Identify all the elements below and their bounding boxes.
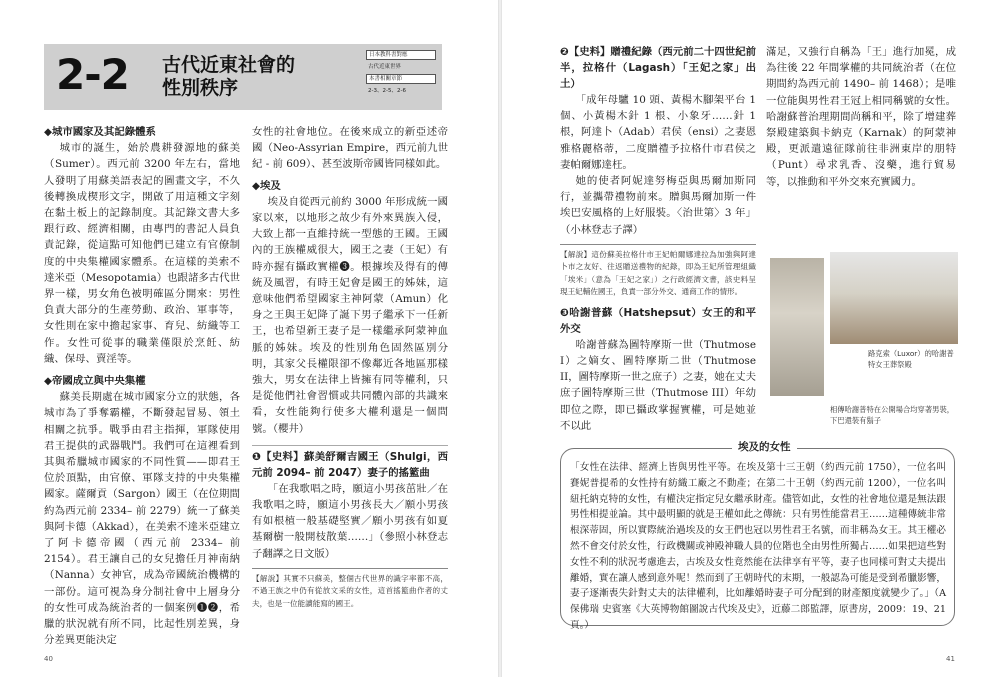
source-1-title: ❶【史料】蘇美舒爾吉國王（Shulgi，西元前 2094– 前 2047）妻子的搖籃曲 xyxy=(252,445,448,481)
section-heading-egypt: ◆埃及 xyxy=(252,179,281,192)
luxor-temple-image xyxy=(830,252,958,344)
source-2-text: 「成年母驢 10 頭、黃楊木腳架平台 1 個、小黃楊木針 1 根、小象牙……針 1 根，阿達卜（Adab）君侯（ensi）之妻恩雅格麗格蒂，二度贈禮予拉格什市君侯之妻帕爾娜達枉。 xyxy=(560,94,756,171)
paragraph-hatshepsut: 滿足，又強行自稱為「王」進行加冕，成為往後 22 年間掌權的共同統治者（在位期間約為西元前 1490– 前 1468）；是唯一位能與男性君王冠上相同稱號的女性。哈謝蘇普治理期間尚稱和平，除了增建葬祭殿建築與卡納克（Karnak）的阿蒙神殿，更派遣遠征隊前往非洲東岸的朋特（Punt）尋求乳香、沒藥，進行貿易等，以推動和平外交來充實國力。 xyxy=(766,46,956,188)
caption-temple: 路克索（Luxor）的哈謝普特女王葬祭殿 xyxy=(868,349,954,369)
caption-statue: 相傳哈謝普特在公開場合均穿著男裝，下巴還裝有鬍子 xyxy=(830,405,955,425)
curriculum-tags xyxy=(366,50,436,98)
hatshepsut-statue-image xyxy=(770,258,824,396)
chapter-title-line2: 性別秩序 xyxy=(162,77,239,99)
left-page xyxy=(0,0,498,677)
tag-sections: 2-3、2-5、2-6 xyxy=(368,88,406,94)
right-column-1 xyxy=(560,44,756,434)
paragraph-egypt: 埃及自從西元前約 3000 年形成統一國家以來，以地形之故少有外來異族入侵，大致上都一直維持統一型態的王國。王國內的王族權威很大，國王之妻（王妃）有時亦握有攝政實權❸。根據埃及得有的傳統及風習，有時王妃會是國王的姊妹，這意味他們希望國家主神阿蒙（Amun）化身之王與王妃降了誕下男子繼承下一任新王，也希望新王妻子是一樣繼承阿蒙神血脈的姊妹。埃及的性別角色固然區別分明，其家父長權限卻不像鄰近各地區那樣強大，男女在法律上皆擁有同等權利，只是從他們社會習慣或共同體內部的共識來看，女性能夠行使多大權利還是一個問號。（櫻井） xyxy=(252,195,448,435)
page-number-left: 40 xyxy=(44,655,53,663)
source-2-text-2: 她的使者阿妮達努梅亞與馬爾加斯同行，並攜帶禮物前來。贈與馬爾加斯一件埃巴安風格的上好服裝。〈治世第〉3 年」（小林登志子譯） xyxy=(560,175,756,236)
section-heading-city-states: ◆城市國家及其記錄體系 xyxy=(44,126,156,138)
source-3-text: 哈謝普蘇為圖特摩斯一世（Thutmose I）之嫡女、圖特摩斯二世（Thutmose II，圖特摩斯一世之庶子）之妻，她在丈夫庶子圖特摩斯三世（Thutmose III）年幼即位之際，即已攝政掌握實權，可是她並不以此 xyxy=(560,338,756,432)
paragraph-empire: 蘇美長期處在城市國家分立的狀態，各城市為了爭奪霸權，不斷發起冒易、領土相關之抗爭。戰爭由君主指揮，軍隊使用君王提供的武器戰鬥。我們可在這裡看到其與希臘城市國家的不同性質——即君王位於頂點，由官僚、軍隊支持的中央集權國家。薩爾貢（Sargon）國王（在位期間約為西元前 2334– 前 2279）統一了蘇美與阿卡德（Akkad），在美索不達米亞建立了阿卡德帝國（西元前 2334– 前 2154）。君王讓自己的女兒擔任月神南納（Nanna）女神官，成為帝國統治機構的一部份。這可視為身分制社會中上層身分的女性可成為統治者的一個案例❶❷，希臘的狀況就有所不同，比起性別差異，身分差異更能決定 xyxy=(44,391,240,647)
sidebar-box-title: 埃及的女性 xyxy=(732,439,797,454)
section-heading-empire: ◆帝國成立與中央集權 xyxy=(44,375,146,388)
right-column-2 xyxy=(766,44,956,190)
left-column-1 xyxy=(44,124,240,649)
paragraph-city-states: 城市的誕生，始於農耕發源地的蘇美（Sumer）。西元前 3200 年左右，當地人發明了用蘇美語表記的圖畫文字，不久後轉換成楔形文字，開啟了用這種文字刻在黏土板上的記錄制度。其記錄文書大多跟行政、經濟相關，由專門的書記人員負責記錄，從這點可知他們已建立有官僚制度的中央集權國家體系。在這樣的美索不達米亞（Mesopotamia）也跟諸多古代世界一樣，男女角色被明確區分開來：男性負責大部分的生產勞動、政治、軍事等，女性則在家中擔起家事、育兒、紡織等工作。女性可從事的職業僅限於烹飪、紡織、保母、賣淫等。 xyxy=(44,142,240,365)
page-number-right: 41 xyxy=(946,655,955,663)
chapter-header xyxy=(44,44,442,110)
note-1: 【解說】其實不只蘇美，整個古代世界的識字率都不高，不過王族之中仍有從放文采的女性，這首搖籃曲作者的丈夫，也是一位能讀能寫的國王。 xyxy=(252,568,448,611)
chapter-title xyxy=(162,54,295,100)
chapter-number: 2-2 xyxy=(56,50,129,99)
tag-topic: 古代近東世界 xyxy=(368,64,402,70)
paragraph-continued: 女性的社會地位。在後來成立的新亞述帝國（Neo-Assyrian Empire，西元前九世紀 - 前 609）、甚至波斯帝國皆同樣如此。 xyxy=(252,126,448,171)
tag-textbook: 日本教科書對應 xyxy=(366,50,436,60)
sidebar-box-text: 「女性在法律、經濟上皆與男性平等。在埃及第十三王朝（約西元前 1750），一位名叫賽妮普提希的女性持有紡織工廠之不動產；在第二十王朝（約西元前 1200），一位名叫紐托納克特的女性，有權決定指定兒女繼承財產。儘管如此，女性的社會地位還是無法跟男性相提並論。其中最明顯的就是王權如此之傳統：只有男性能當君王……這種傳統非常根深蒂固，所以實際統治過埃及的女王們也冠以男性君王名號，而非稱為女王。其王權必然不會交付於女性，行政機關或神殿神職人員的位階也全由男性所獨占……如果把這些對女性不利的狀況考慮進去，古埃及女性竟然能在法律享有平等，妻子也同樣可對丈夫提出離婚，實在讓人感到意外呢！然而到了王朝時代的末期，一般認為可能是受到希臘影響，妻子逐漸喪失針對丈夫的法律權利，比如離婚時妻子可分配到的財產額度就變少了。」（A 保佛瑞 史賓塞《大英博物館圖說古代埃及史》，近藤二郎監譯，原書房，2009：19、21 頁。） xyxy=(570,462,946,631)
source-2-title: ❷【史料】贈禮紀錄（西元前二十四世紀前半，拉格什（Lagash）「王妃之家」出土） xyxy=(560,46,756,90)
note-2: 【解說】這份蘇美拉格什市王妃帕爾娜達拉為加強與阿達卜市之友好、往返贈送禮物的紀錄，即為王妃所管理組織「埃米」（意為「王妃之家」）之行政經濟文書，該史料呈現王妃輔佐國王，負責一部分外交、通商工作的情形。 xyxy=(560,244,756,299)
chapter-title-line1: 古代近東社會的 xyxy=(162,54,296,76)
source-1-text: 「在我歌唱之時，願這小男孩茁壯／在我歌唱之時，願這小男孩長大／願小男孩有如根植一般基礎堅實／願小男孩有如夏基爾樹一般開枝散葉……」（參照小林登志子翻譯之日文版） xyxy=(252,482,448,560)
tag-related: 本書相關章節 xyxy=(366,74,436,84)
source-3-title: ❸哈謝普蘇（Hatshepsut）女王的和平外交 xyxy=(560,306,756,335)
left-column-2 xyxy=(252,124,448,610)
